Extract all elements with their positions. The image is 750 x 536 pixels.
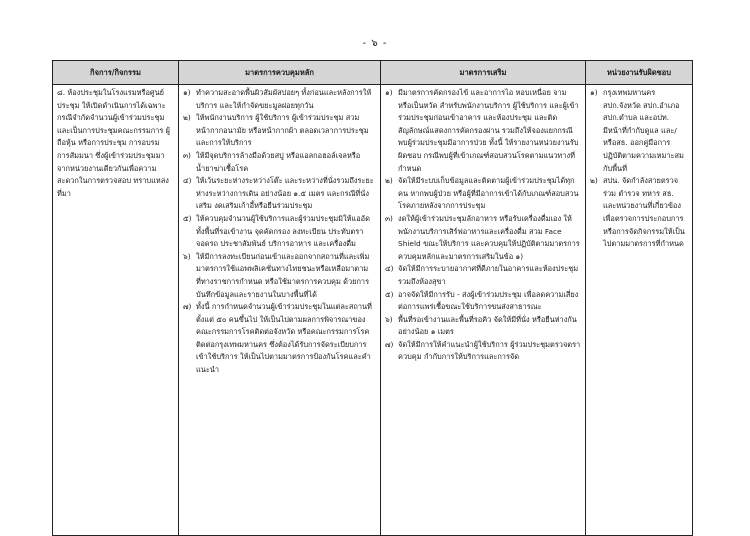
supplementary-measure-item-text: มีมาตรการคัดกรองไข้ และอาการไอ หอบเหนื่อย จาม หรือเป็นหวัด สำหรับพนักงานบริการ ผู้ใช้บริการ และผู้เข้าร่วมประชุมก่อนเข้าอาคาร และห้องประชุม และติดสัญลักษณ์แสดงการคัดกรองผ่าน รวมถึงให้จองแยกกรณีพบผู้ร่วมประชุมมีอาการป่วย ทั้งนี้ ให้รายงานหน่วยงานรับผิดชอบ กรณีพบผู้ที่เข้าเกณฑ์สอบสวนโรคตามแนวทางที่กำหนด [398,88,579,173]
supplementary-measure-item [385,289,581,314]
main-measure-item [183,112,376,150]
main-measure-item-number: ๒) [183,113,191,123]
main-measure-item-text: ให้เว้นระยะห่างระหว่างโต๊ะ และระหว่างที่นั่งรวมถึงระยะห่างระหว่างการเดิน อย่างน้อย ๑.๕ เมตร และกรณีที่นั่งเสริม งดเสริมเก้าอี้หรือยืนร่วมประชุม [196,176,374,211]
supplementary-measure-item-text: พื้นที่รอเข้างานและพื้นที่รอคิว จัดให้มีที่นั่ง หรือยืนห่างกันอย่างน้อย ๑ เมตร [398,314,577,337]
measures-table [52,60,693,536]
agency-item-number: ๒) [590,176,598,186]
main-measure-item-text: ให้มีการลงทะเบียนก่อนเข้าและออกจากสถานที่และเพิ่มมาตรการใช้แอพพลิเคชั่นทางไทยชนะหรือเหลือมาตามที่ทางราชการกำหนด หรือใช้มาตรการควบคุม ด้วยการบันทึกข้อมูลและรายงานในบางพื้นที่ได้ [196,251,370,299]
responsible-agency-cell [586,85,693,536]
header-main-measures: มาตรการควบคุมหลัก [179,61,381,85]
main-measure-item [183,87,376,112]
activity-cell [53,85,179,536]
supplementary-measure-item-text: อาจจัดให้มีการรับ - ส่งผู้เข้าร่วมประชุม เพื่อลดความเสี่ยงต่อการแพร่เชื้อขณะใช้บริการขนส่งสาธารณะ [398,289,579,312]
main-measure-item [183,213,376,251]
supplementary-measure-item [385,263,581,288]
agency-item-number: ๑) [590,88,598,97]
agency-item [590,87,688,175]
main-measure-item [183,251,376,301]
supplementary-measure-item [385,339,581,364]
supplementary-measure-item [385,213,581,263]
supplementary-measure-item-text: จัดให้มีระบบเก็บข้อมูลและติดตามผู้เข้าร่วมประชุมได้ทุกคน หากพบผู้ป่วย หรือผู้ที่มีอาการเข้าได้กับเกณฑ์สอบสวนโรคภายหลังจากการประชุม [398,176,579,211]
main-measure-item-text: ทั้งนี้ การกำหนดจำนวนผู้เข้าร่วมประชุมในแต่ละสถานที่ ตั้งแต่ ๕๐ คนขึ้นไป ให้เป็นไปตามผลการพิจารณาของคณะกรรมการโรคติดต่อจังหวัด หรือคณะกรรมการโรคติดต่อกรุงเทพมหานคร ซึ่งต้องได้รับการจัดระเบียบการเข้าใช้บริการ ให้เป็นไปตามมาตรการป้องกันโรคและคำแนะนำ [196,302,372,375]
supplementary-measure-item-text: จัดให้มีการระบายอากาศที่ดีภายในอาคารและห้องประชุม รวมถึงห้องสุขา [398,264,579,286]
supplementary-measure-item [385,87,581,175]
main-measure-item-text: ให้พนักงานบริการ ผู้ใช้บริการ ผู้เข้าร่วมประชุม สวมหน้ากากอนามัย หรือหน้ากากผ้า ตลอดเวลาการประชุม และการให้บริการ [196,113,369,148]
supplementary-measure-item-number: ๑) [385,88,393,97]
page-number: - ๖ - [362,38,388,49]
table-header-row [53,61,693,85]
supplementary-measure-item-text: จัดให้มีการให้คำแนะนำผู้ใช้บริการ ผู้ร่วมประชุมตรวจตรา ควบคุม กำกับการให้บริการและการจัด [398,339,581,362]
supplementary-measure-item-number: ๖) [385,314,393,324]
main-measure-item [183,150,376,175]
responsible-agencies-list [590,87,688,251]
agency-item-text: กรุงเทพมหานคร สปก.จังหวัด สปก.อำเภอ สปก.ตำบล และอปท. มีหน้าที่กำกับดูแล และ/หรือสธ. ออกคู่มือการปฏิบัติตามความเหมาะสมกับพื้นที่ [603,88,684,173]
main-measure-item-number: ๕) [183,213,192,223]
main-measure-item-number: ๖) [183,251,191,261]
main-measure-item-text: ให้มีจุดบริการล้างมือด้วยสบู่ หรือแอลกอฮอล์เจลหรือน้ำยาฆ่าเชื้อโรค [196,150,361,173]
main-measure-item-number: ๓) [183,150,191,160]
main-measure-item [183,175,376,213]
supplementary-measure-item-number: ๕) [385,289,394,299]
agency-item-text: สปน. จัดกำลังสายตรวจร่วม ตำรวจ ทหาร สธ. และหน่วยงานที่เกี่ยวข้อง เพื่อตรวจการประกอบการหรือการจัดกิจกรรมให้เป็นไปตามมาตรการที่กำหนด [603,176,685,249]
header-activity: กิจการ/กิจกรรม [53,61,179,85]
supplementary-measures-cell [381,85,586,536]
main-measure-item [183,301,376,377]
main-measure-item-number: ๔) [183,176,192,186]
supplementary-measure-item [385,314,581,339]
main-measures-list [183,87,376,377]
main-measure-item-number: ๗) [183,302,192,312]
agency-item [590,175,688,251]
supplementary-measure-item-number: ๗) [385,339,394,349]
supplementary-measure-item-text: งดให้ผู้เข้าร่วมประชุมลักอาหาร หรือรับเครื่องดื่มเอง ให้พนักงานบริการเสิร์ฟอาหารและเครื่องดื่ม สวม Face Shield ขณะให้บริการ และควบคุมให้ปฏิบัติตามมาตรการควบคุมหลักและมาตรการเสริมในข้อ ๑) [398,213,580,261]
activity-text: ๘. ห้องประชุมในโรงแรมหรือศูนย์ประชุม ให้เปิดดำเนินการได้เฉพาะกรณีจำกัดจำนวนผู้เข้าร่วมประชุม และเป็นการประชุมคณะกรรมการ ผู้ถือหุ้น หรือการประชุม การอบรม การสัมมนา ซึ่งผู้เข้าร่วมประชุมมาจากหน่วยงานเดียวกันเพื่อความสะดวกในการตรวจสอบ ทราบแหล่งที่มา [57,88,170,198]
supplementary-measures-list [385,87,581,364]
main-measures-cell [179,85,381,536]
supplementary-measure-item [385,175,581,213]
main-measure-item-text: ทำความสะอาดพื้นผิวสัมผัสบ่อยๆ ทั้งก่อนและหลังการให้บริการ และให้กำจัดขยะมูลฝอยทุกวัน [196,88,372,110]
supplementary-measure-item-number: ๓) [385,213,393,223]
header-responsible-agency: หน่วยงานรับผิดชอบ [586,61,693,85]
main-measure-item-text: ให้ควบคุมจำนวนผู้ใช้บริการและผู้ร่วมประชุมมิให้แออัด ทั้งพื้นที่รอเข้างาน จุดคัดกรอง ลงทะเบียน ประทับตราจอดรถ ประชาสัมพันธ์ บริการอาหาร และเครื่องดื่ม [196,213,370,249]
header-supplementary-measures: มาตรการเสริม [381,61,586,85]
main-measure-item-number: ๑) [183,88,191,97]
supplementary-measure-item-number: ๔) [385,264,394,274]
table-row [53,85,693,536]
supplementary-measure-item-number: ๒) [385,176,393,186]
